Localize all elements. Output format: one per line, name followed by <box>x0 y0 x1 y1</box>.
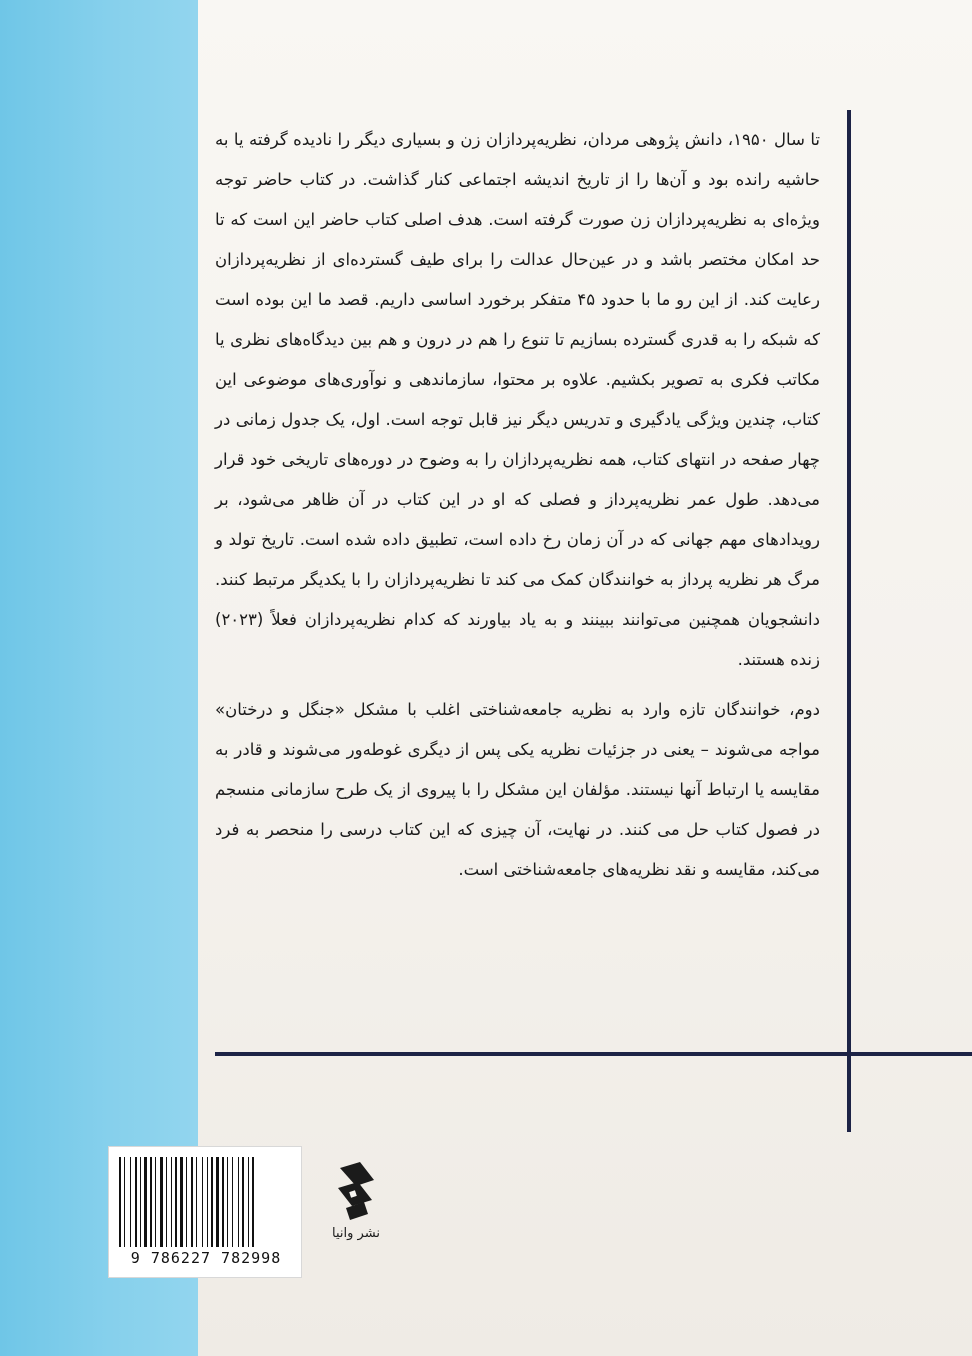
barcode-bar <box>142 1157 143 1247</box>
barcode-bar <box>229 1157 231 1247</box>
barcode-bar <box>248 1157 249 1247</box>
barcode-bar <box>140 1157 141 1247</box>
barcode-bar <box>126 1157 129 1247</box>
barcode-bar <box>214 1157 215 1247</box>
barcode-bar <box>173 1157 174 1247</box>
blurb-paragraph-2: دوم، خوانندگان تازه وارد به نظریه جامعه‌شناختی اغلب با مشکل «جنگل و درختان» مواجه می‌شوند – یعنی در جزئیات نظریه یکی پس از دیگری غوطه‌ور می‌شوند و قادر به مقایسه یا ارتباط آنها نیستند. مؤلفان این مشکل را با پیروی از یک طرح سازمانی منسجم در فصول کتاب حل می کنند. در نهایت، آن چیزی که این کتاب درسی را منحصر به فرد می‌کند، مقایسه و نقد نظریه‌های جامعه‌شناختی است. <box>215 700 820 879</box>
barcode-bar <box>225 1157 226 1247</box>
barcode-bar <box>130 1157 131 1247</box>
barcode-bar <box>222 1157 224 1247</box>
barcode-bar <box>160 1157 163 1247</box>
barcode-bar <box>138 1157 139 1247</box>
barcode-bar <box>242 1157 244 1247</box>
barcode-bar <box>209 1157 210 1247</box>
isbn-digits: 9 786227 782998 <box>130 1249 282 1267</box>
blurb-text <box>215 120 820 900</box>
publisher-name: نشر وانیا <box>332 1226 380 1241</box>
barcode-bar <box>234 1157 237 1247</box>
barcode-bar <box>171 1157 172 1247</box>
barcode-bar <box>184 1157 185 1247</box>
vertical-rule <box>847 110 851 1132</box>
barcode-bar <box>194 1157 195 1247</box>
barcode-bar <box>255 1157 256 1247</box>
barcode-bar <box>240 1157 241 1247</box>
barcode-bar <box>191 1157 193 1247</box>
barcode-bar <box>220 1157 221 1247</box>
barcode-bar <box>238 1157 239 1247</box>
barcode-bar <box>198 1157 201 1247</box>
barcode-bar <box>157 1157 159 1247</box>
publisher-logo-icon <box>330 1158 382 1222</box>
barcode-bar <box>250 1157 251 1247</box>
barcode-bar <box>135 1157 137 1247</box>
barcode-bar <box>196 1157 197 1247</box>
barcode-bar <box>122 1157 123 1247</box>
barcode-bar <box>166 1157 167 1247</box>
barcode-bar <box>150 1157 152 1247</box>
barcode-bar <box>207 1157 208 1247</box>
barcode-bar <box>124 1157 125 1247</box>
barcode-bar <box>144 1157 147 1247</box>
barcode-bar <box>119 1157 121 1247</box>
barcode-bar <box>132 1157 134 1247</box>
barcode-bar <box>252 1157 254 1247</box>
barcode-bar <box>232 1157 233 1247</box>
barcode-bar <box>245 1157 247 1247</box>
barcode-bar <box>211 1157 213 1247</box>
horizontal-rule <box>215 1052 972 1056</box>
barcode-bar <box>168 1157 170 1247</box>
barcode-bar <box>227 1157 228 1247</box>
barcode-bar <box>153 1157 154 1247</box>
barcode-icon <box>119 1157 293 1247</box>
barcode-bar <box>155 1157 156 1247</box>
barcode-bar <box>188 1157 190 1247</box>
barcode-bar <box>148 1157 149 1247</box>
barcode-bar <box>178 1157 179 1247</box>
barcode-bar <box>180 1157 183 1247</box>
barcode-bar <box>186 1157 187 1247</box>
barcode-bar <box>202 1157 203 1247</box>
barcode-bar <box>175 1157 177 1247</box>
barcode-bar <box>204 1157 206 1247</box>
blurb-paragraph-1: تا سال ۱۹۵۰، دانش پژوهی مردان، نظریه‌پردازان زن و بسیاری دیگر را نادیده گرفته یا به حاشیه رانده بود و آن‌ها را از تاریخ اندیشه اجتماعی کنار گذاشت. در کتاب حاضر توجه ویژه‌ای به نظریه‌پردازان زن صورت گرفته است. هدف اصلی کتاب حاضر این است که تا حد امکان مختصر باشد و در عین‌حال عدالت را برای طیف گسترده‌ای از نظریه‌پردازان رعایت کند. از این رو ما با حدود ۴۵ متفکر برخورد اساسی داریم. قصد ما این بوده است که شبکه را به قدری گسترده بسازیم تا تنوع را هم در درون و هم بین دیدگاه‌های نظری یا مکاتب فکری به تصویر بکشیم. علاوه بر محتوا، سازماندهی و نوآوری‌های موضوعی این کتاب، چندین ویژگی یادگیری و تدریس دیگر نیز قابل توجه است. اول، یک جدول زمانی در چهار صفحه در انتهای کتاب، همه نظریه‌پردازان را به وضوح در دوره‌های تاریخی خود قرار می‌دهد. طول عمر نظریه‌پرداز و فصلی که او در این کتاب در آن ظاهر می‌شود، بر رویدادهای مهم جهانی که در آن زمان رخ داده است، تطبیق داده شده است. تاریخ تولد و مرگ هر نظریه پرداز به خوانندگان کمک می کند تا نظریه‌پردازان را با یکدیگر مرتبط کنند. دانشجویان همچنین می‌توانند ببینند و به یاد بیاورند که کدام نظریه‌پردازان فعلاً (۲۰۲۳) زنده هستند. <box>215 130 821 669</box>
barcode-bar <box>164 1157 165 1247</box>
isbn-barcode <box>108 1146 302 1278</box>
barcode-bar <box>216 1157 219 1247</box>
